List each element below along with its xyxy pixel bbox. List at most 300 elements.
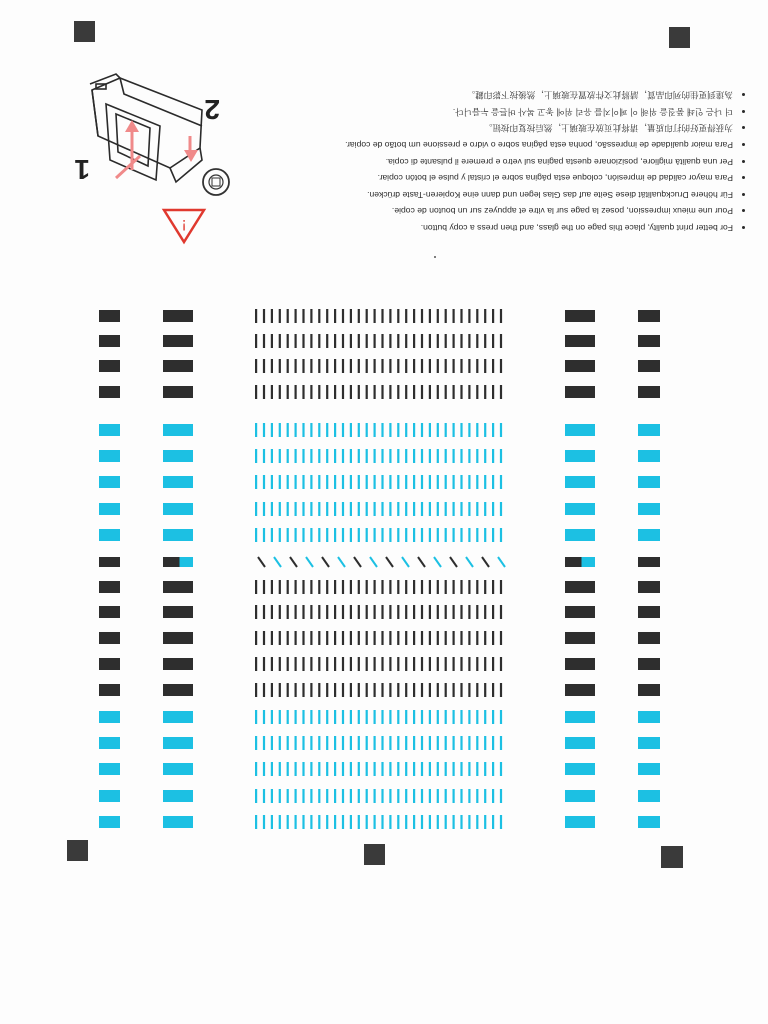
tick-mark [445,502,447,516]
tick-mark [358,309,360,323]
block-col-1-block [99,557,120,567]
tick-mark [271,736,273,750]
tick-mark [287,789,289,803]
tick-mark [484,605,486,619]
block-col-4-block [638,360,660,372]
block-col-2-block [163,790,193,802]
tick-mark [374,657,376,671]
tick-mark [374,631,376,645]
tick-mark [279,815,281,829]
tick-mark [492,580,494,594]
tick-mark [413,359,415,373]
tick-mark [492,528,494,542]
tick-mark [453,528,455,542]
tick-mark [405,385,407,399]
tick-mark [476,762,478,776]
tick-mark [287,385,289,399]
tick-mark [255,334,257,348]
tick-mark [445,309,447,323]
tick-mark [350,736,352,750]
tick-mark [271,502,273,516]
block-col-2-block [163,737,193,749]
tick-mark [445,736,447,750]
tick-mark [500,528,502,542]
tick-mark [255,683,257,697]
tick-mark [429,528,431,542]
step-2-label: 2 [204,94,220,125]
tick-mark [279,334,281,348]
block-col-1-block [99,763,120,775]
tick-mark [381,580,383,594]
tick-mark [279,528,281,542]
tick-mark [397,359,399,373]
block-col-1-block [99,424,120,436]
diagonal-mark [434,557,441,567]
block-col-3-mixed-block [582,557,596,567]
block-col-2-mixed-block [180,557,194,567]
tick-mark [405,605,407,619]
tick-mark [271,657,273,671]
tick-mark [429,657,431,671]
block-col-2-block [163,684,193,696]
tick-mark [318,683,320,697]
tick-mark [492,683,494,697]
tick-mark [302,631,304,645]
tick-mark [381,657,383,671]
tick-mark [374,449,376,463]
tick-mark [453,449,455,463]
tick-mark [326,449,328,463]
tick-mark [453,475,455,489]
tick-mark [453,359,455,373]
tick-mark [460,710,462,724]
diagonal-mark [498,557,505,567]
tick-mark [302,736,304,750]
tick-mark [318,631,320,645]
tick-mark [310,423,312,437]
tick-mark [445,423,447,437]
instruction-zh-cn: • 为获得更好的打印质量，请将此页放在玻璃上，然后按复印按钮。 [275,120,733,137]
tick-mark [350,334,352,348]
tick-mark [350,815,352,829]
tick-mark [405,449,407,463]
tick-mark [429,815,431,829]
tick-mark [437,605,439,619]
tick-mark [437,683,439,697]
tick-mark [381,423,383,437]
tick-mark [342,657,344,671]
tick-mark [445,683,447,697]
tick-mark [302,475,304,489]
tick-mark [334,385,336,399]
block-col-2-block [163,424,193,436]
tick-mark [421,710,423,724]
tick-mark [271,475,273,489]
tick-mark [421,762,423,776]
tick-mark [476,657,478,671]
tick-mark [310,815,312,829]
tick-mark [310,789,312,803]
tick-mark [500,683,502,697]
tick-mark [445,580,447,594]
tick-mark [287,815,289,829]
tick-mark [255,528,257,542]
tick-mark [326,309,328,323]
tick-mark [405,710,407,724]
tick-mark [310,449,312,463]
tick-mark [271,359,273,373]
tick-mark [484,502,486,516]
tick-mark [287,502,289,516]
tick-mark [413,789,415,803]
tick-mark [318,657,320,671]
block-col-2-block [163,763,193,775]
tick-mark [421,683,423,697]
tick-mark [326,762,328,776]
tick-mark [342,309,344,323]
block-col-4-block [638,503,660,515]
tick-mark [460,683,462,697]
tick-mark [476,475,478,489]
block-col-3-block [565,581,595,593]
instruction-ko: • 더 나은 인쇄 품질을 위해 이 페이지를 유리 위에 놓고 복사 버튼을 누릅니다. [275,103,733,120]
block-col-2-block [163,658,193,670]
tick-mark [263,475,265,489]
block-col-1-block [99,581,120,593]
tick-mark [389,334,391,348]
svg-text:!: ! [181,216,187,232]
tick-mark [500,710,502,724]
block-col-2-block [163,529,193,541]
block-col-3-block [565,632,595,644]
tick-mark [405,475,407,489]
tick-mark [500,657,502,671]
tick-mark [484,449,486,463]
tick-mark [295,423,297,437]
tick-mark [429,423,431,437]
tick-mark [295,309,297,323]
tick-mark [484,762,486,776]
tick-mark [318,385,320,399]
instruction-en: • For better print quality, place this page on the glass, and then press a copy button. [275,219,733,236]
tick-mark [366,683,368,697]
tick-mark [350,789,352,803]
tick-mark [366,736,368,750]
block-col-4-block [638,335,660,347]
tick-mark [389,580,391,594]
tick-mark [255,475,257,489]
diagonal-mark [322,557,329,567]
tick-mark [421,385,423,399]
tick-mark [342,815,344,829]
tick-mark [421,475,423,489]
tick-mark [381,528,383,542]
tick-mark [405,631,407,645]
tick-mark [492,789,494,803]
tick-mark [287,423,289,437]
tick-mark [279,449,281,463]
tick-mark [279,657,281,671]
tick-mark [484,359,486,373]
tick-mark [397,334,399,348]
tick-mark [500,605,502,619]
tick-mark [366,657,368,671]
tick-mark [350,449,352,463]
block-col-4-block [638,684,660,696]
tick-mark [381,334,383,348]
tick-mark [453,815,455,829]
tick-mark [492,736,494,750]
tick-mark [374,762,376,776]
tick-mark [342,683,344,697]
tick-mark [279,359,281,373]
tick-mark [389,309,391,323]
tick-mark [484,683,486,697]
tick-mark [460,385,462,399]
tick-mark [295,334,297,348]
tick-mark [358,423,360,437]
tick-mark [453,789,455,803]
block-col-4-block [638,557,660,567]
tick-mark [413,309,415,323]
tick-mark [453,385,455,399]
tick-mark [460,605,462,619]
block-col-3-block [565,606,595,618]
tick-mark [460,423,462,437]
block-col-2-block [163,335,193,347]
tick-mark [468,334,470,348]
tick-mark [334,580,336,594]
tick-mark [342,334,344,348]
tick-mark [302,309,304,323]
tick-mark [405,815,407,829]
tick-mark [374,815,376,829]
tick-mark [405,683,407,697]
block-col-2-block [163,360,193,372]
block-col-1-block [99,450,120,462]
tick-mark [255,309,257,323]
tick-mark [255,449,257,463]
tick-mark [468,502,470,516]
tick-mark [287,309,289,323]
tick-mark [334,605,336,619]
tick-mark [295,605,297,619]
tick-mark [366,710,368,724]
tick-mark [295,385,297,399]
tick-mark [263,385,265,399]
tick-mark [342,789,344,803]
tick-mark [500,449,502,463]
tick-mark [287,762,289,776]
tick-mark [302,385,304,399]
tick-mark [302,683,304,697]
block-col-2-block [163,581,193,593]
tick-mark [492,631,494,645]
tick-mark [326,580,328,594]
tick-mark [302,359,304,373]
tick-mark [334,334,336,348]
tick-mark [358,605,360,619]
tick-mark [350,683,352,697]
tick-mark [437,475,439,489]
block-col-1-block [99,606,120,618]
tick-mark [381,815,383,829]
tick-mark [413,762,415,776]
tick-mark [334,815,336,829]
tick-mark [429,309,431,323]
tick-mark [366,605,368,619]
tick-mark [413,657,415,671]
tick-mark [405,502,407,516]
tick-mark [381,683,383,697]
tick-mark [421,528,423,542]
tick-mark [484,657,486,671]
tick-mark [405,657,407,671]
tick-mark [429,580,431,594]
tick-mark [397,528,399,542]
tick-mark [397,502,399,516]
tick-mark [334,736,336,750]
block-col-3-block [565,763,595,775]
tick-mark [279,710,281,724]
tick-mark [500,736,502,750]
tick-mark [421,449,423,463]
tick-mark [476,528,478,542]
tick-mark [342,605,344,619]
tick-mark [342,359,344,373]
block-col-1-block [99,476,120,488]
block-col-1-block [99,529,120,541]
tick-mark [421,580,423,594]
tick-mark [302,762,304,776]
tick-mark [326,359,328,373]
block-col-1-block [99,632,120,644]
block-col-4-block [638,476,660,488]
diagonal-mark [450,557,457,567]
tick-mark [389,683,391,697]
tick-mark [350,631,352,645]
tick-mark [318,762,320,776]
tick-mark [468,423,470,437]
tick-mark [468,449,470,463]
tick-mark [287,580,289,594]
tick-mark [255,605,257,619]
tick-mark [358,385,360,399]
tick-mark [468,710,470,724]
tick-mark [334,309,336,323]
tick-mark [429,334,431,348]
block-col-1-block [99,310,120,322]
tick-mark [397,580,399,594]
tick-mark [334,528,336,542]
tick-mark [326,475,328,489]
tick-mark [287,657,289,671]
tick-mark [302,605,304,619]
block-col-1-block [99,711,120,723]
tick-mark [500,309,502,323]
tick-mark [366,815,368,829]
tick-mark [318,334,320,348]
tick-mark [484,736,486,750]
tick-mark [279,502,281,516]
block-col-3-block [565,335,595,347]
tick-mark [429,449,431,463]
tick-mark [366,528,368,542]
tick-mark [279,385,281,399]
tick-mark [429,475,431,489]
block-col-3-block [565,790,595,802]
tick-mark [492,475,494,489]
tick-mark [421,334,423,348]
tick-mark [374,334,376,348]
tick-mark [358,815,360,829]
tick-mark [342,580,344,594]
tick-mark [405,423,407,437]
block-col-4-block [638,450,660,462]
tick-mark [334,449,336,463]
tick-mark [476,309,478,323]
tick-mark [421,657,423,671]
tick-mark [366,502,368,516]
tick-mark [389,449,391,463]
block-col-3-block [565,529,595,541]
tick-mark [405,762,407,776]
tick-mark [334,631,336,645]
diagonal-mark [386,557,393,567]
tick-mark [413,502,415,516]
tick-mark [326,631,328,645]
tick-mark [437,736,439,750]
tick-mark [350,423,352,437]
instruction-pt: • Para maior qualidade de impressão, ponha esta página sobre o vidro e pressione um botão de copiar. [275,136,733,153]
tick-mark [468,359,470,373]
tick-mark [366,334,368,348]
tick-mark [350,359,352,373]
block-col-3-block [565,360,595,372]
tick-mark [429,631,431,645]
tick-mark [326,789,328,803]
tick-mark [476,605,478,619]
tick-mark [476,710,478,724]
tick-mark [460,580,462,594]
tick-mark [358,710,360,724]
tick-mark [389,605,391,619]
tick-mark [310,475,312,489]
tick-mark [500,423,502,437]
tick-mark [366,789,368,803]
tick-mark [374,736,376,750]
block-col-3-block [565,386,595,398]
tick-mark [374,309,376,323]
tick-mark [460,631,462,645]
instruction-zh-tw: • 為達到更佳的列印品質，請將此文件放置在玻璃上，然後按下影印鍵。 [275,87,733,104]
tick-mark [287,683,289,697]
tick-mark [413,605,415,619]
block-col-2-block [163,310,193,322]
tick-mark [271,631,273,645]
tick-mark [437,710,439,724]
tick-mark [318,815,320,829]
block-col-3-mixed-block [565,557,582,567]
tick-mark [279,631,281,645]
tick-mark [263,631,265,645]
tick-mark [358,789,360,803]
tick-mark [445,359,447,373]
tick-mark [484,528,486,542]
tick-mark [381,502,383,516]
tick-mark [263,683,265,697]
tick-mark [318,502,320,516]
